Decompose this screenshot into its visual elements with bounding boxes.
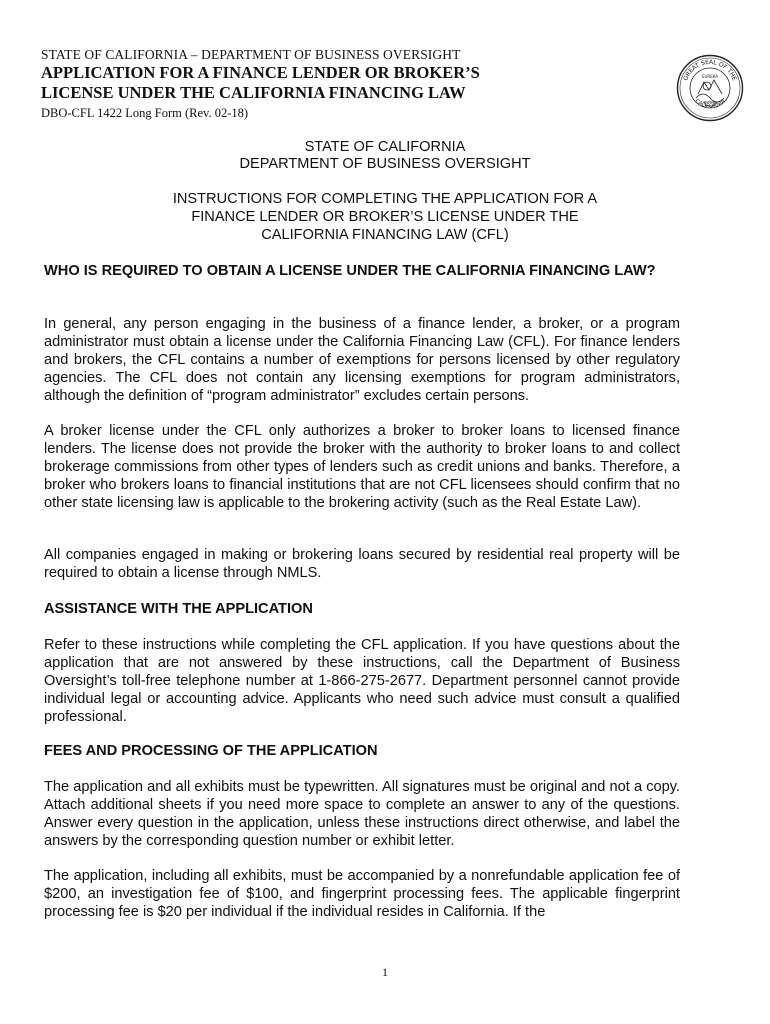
paragraph-assistance: Refer to these instructions while completing the CFL application. If you have questions about the application that are not answered by these instructions, call the Department of Business Oversight’s toll-free telephone number at 1-866-275-2677. Department personnel cannot provide individual legal or accounting advice. Applicants who need such advice must consult a qualified professional. <box>44 637 680 725</box>
center-line-instructions-2: FINANCE LENDER OR BROKER’S LICENSE UNDER THE <box>191 209 579 225</box>
agency-line: STATE OF CALIFORNIA – DEPARTMENT OF BUSINESS OVERSIGHT <box>41 47 461 62</box>
center-line-state: STATE OF CALIFORNIA <box>304 139 466 155</box>
center-line-instructions-3: CALIFORNIA FINANCING LAW (CFL) <box>261 227 509 243</box>
page-number: 1 <box>382 965 388 979</box>
paragraph-who-2: A broker license under the CFL only authorizes a broker to broker loans to licensed finance lenders. The license does not provide the broker with the authority to broker loans to and collect brokerage commissions from other types of lenders such as credit unions and banks. Therefore, a broker who brokers loans to financial institutions that are not CFL licensees should confirm that no other state licensing law is applicable to the brokering activity (such as the Real Estate Law). <box>44 423 680 511</box>
heading-who-required: WHO IS REQUIRED TO OBTAIN A LICENSE UNDER THE CALIFORNIA FINANCING LAW? <box>44 263 656 279</box>
seal-text-bottom: CALIFORNIA <box>693 98 727 110</box>
heading-assistance: ASSISTANCE WITH THE APPLICATION <box>44 601 313 617</box>
center-line-instructions-1: INSTRUCTIONS FOR COMPLETING THE APPLICATION FOR A <box>172 191 598 207</box>
form-title-line-1: APPLICATION FOR A FINANCE LENDER OR BROKER’S <box>41 63 480 82</box>
paragraph-fees-2: The application, including all exhibits, must be accompanied by a nonrefundable application fee of $200, an investigation fee of $100, and fingerprint processing fees. The applicable fingerprint processing fee is $20 per individual if the individual resides in California. If the <box>44 868 680 920</box>
form-number: DBO-CFL 1422 Long Form (Rev. 02-18) <box>41 106 249 120</box>
heading-fees: FEES AND PROCESSING OF THE APPLICATION <box>44 743 378 759</box>
california-seal-icon <box>676 54 744 122</box>
center-line-department: DEPARTMENT OF BUSINESS OVERSIGHT <box>239 156 531 172</box>
paragraph-who-3: All companies engaged in making or brokering loans secured by residential real property will be required to obtain a license through NMLS. <box>44 547 680 581</box>
document-header <box>41 46 661 122</box>
seal-motto: EUREKA <box>701 74 719 79</box>
paragraph-fees-1: The application and all exhibits must be typewritten. All signatures must be original and not a copy. Attach additional sheets if you need more space to complete an answer to any of the questions. Answer every question in the application, unless these instructions direct otherwise, and label the answers by the corresponding question number or exhibit letter. <box>44 779 680 849</box>
paragraph-who-1: In general, any person engaging in the business of a finance lender, a broker, or a program administrator must obtain a license under the California Financing Law (CFL). For finance lenders and brokers, the CFL contains a number of exemptions for persons licensed by other regulatory agencies. The CFL does not contain any licensing exemptions for program administrators, although the definition of “program administrator” excludes certain persons. <box>44 316 680 404</box>
form-title-line-2: LICENSE UNDER THE CALIFORNIA FINANCING LAW <box>41 83 466 102</box>
seal-text-top: GREAT SEAL OF THE <box>682 58 738 82</box>
